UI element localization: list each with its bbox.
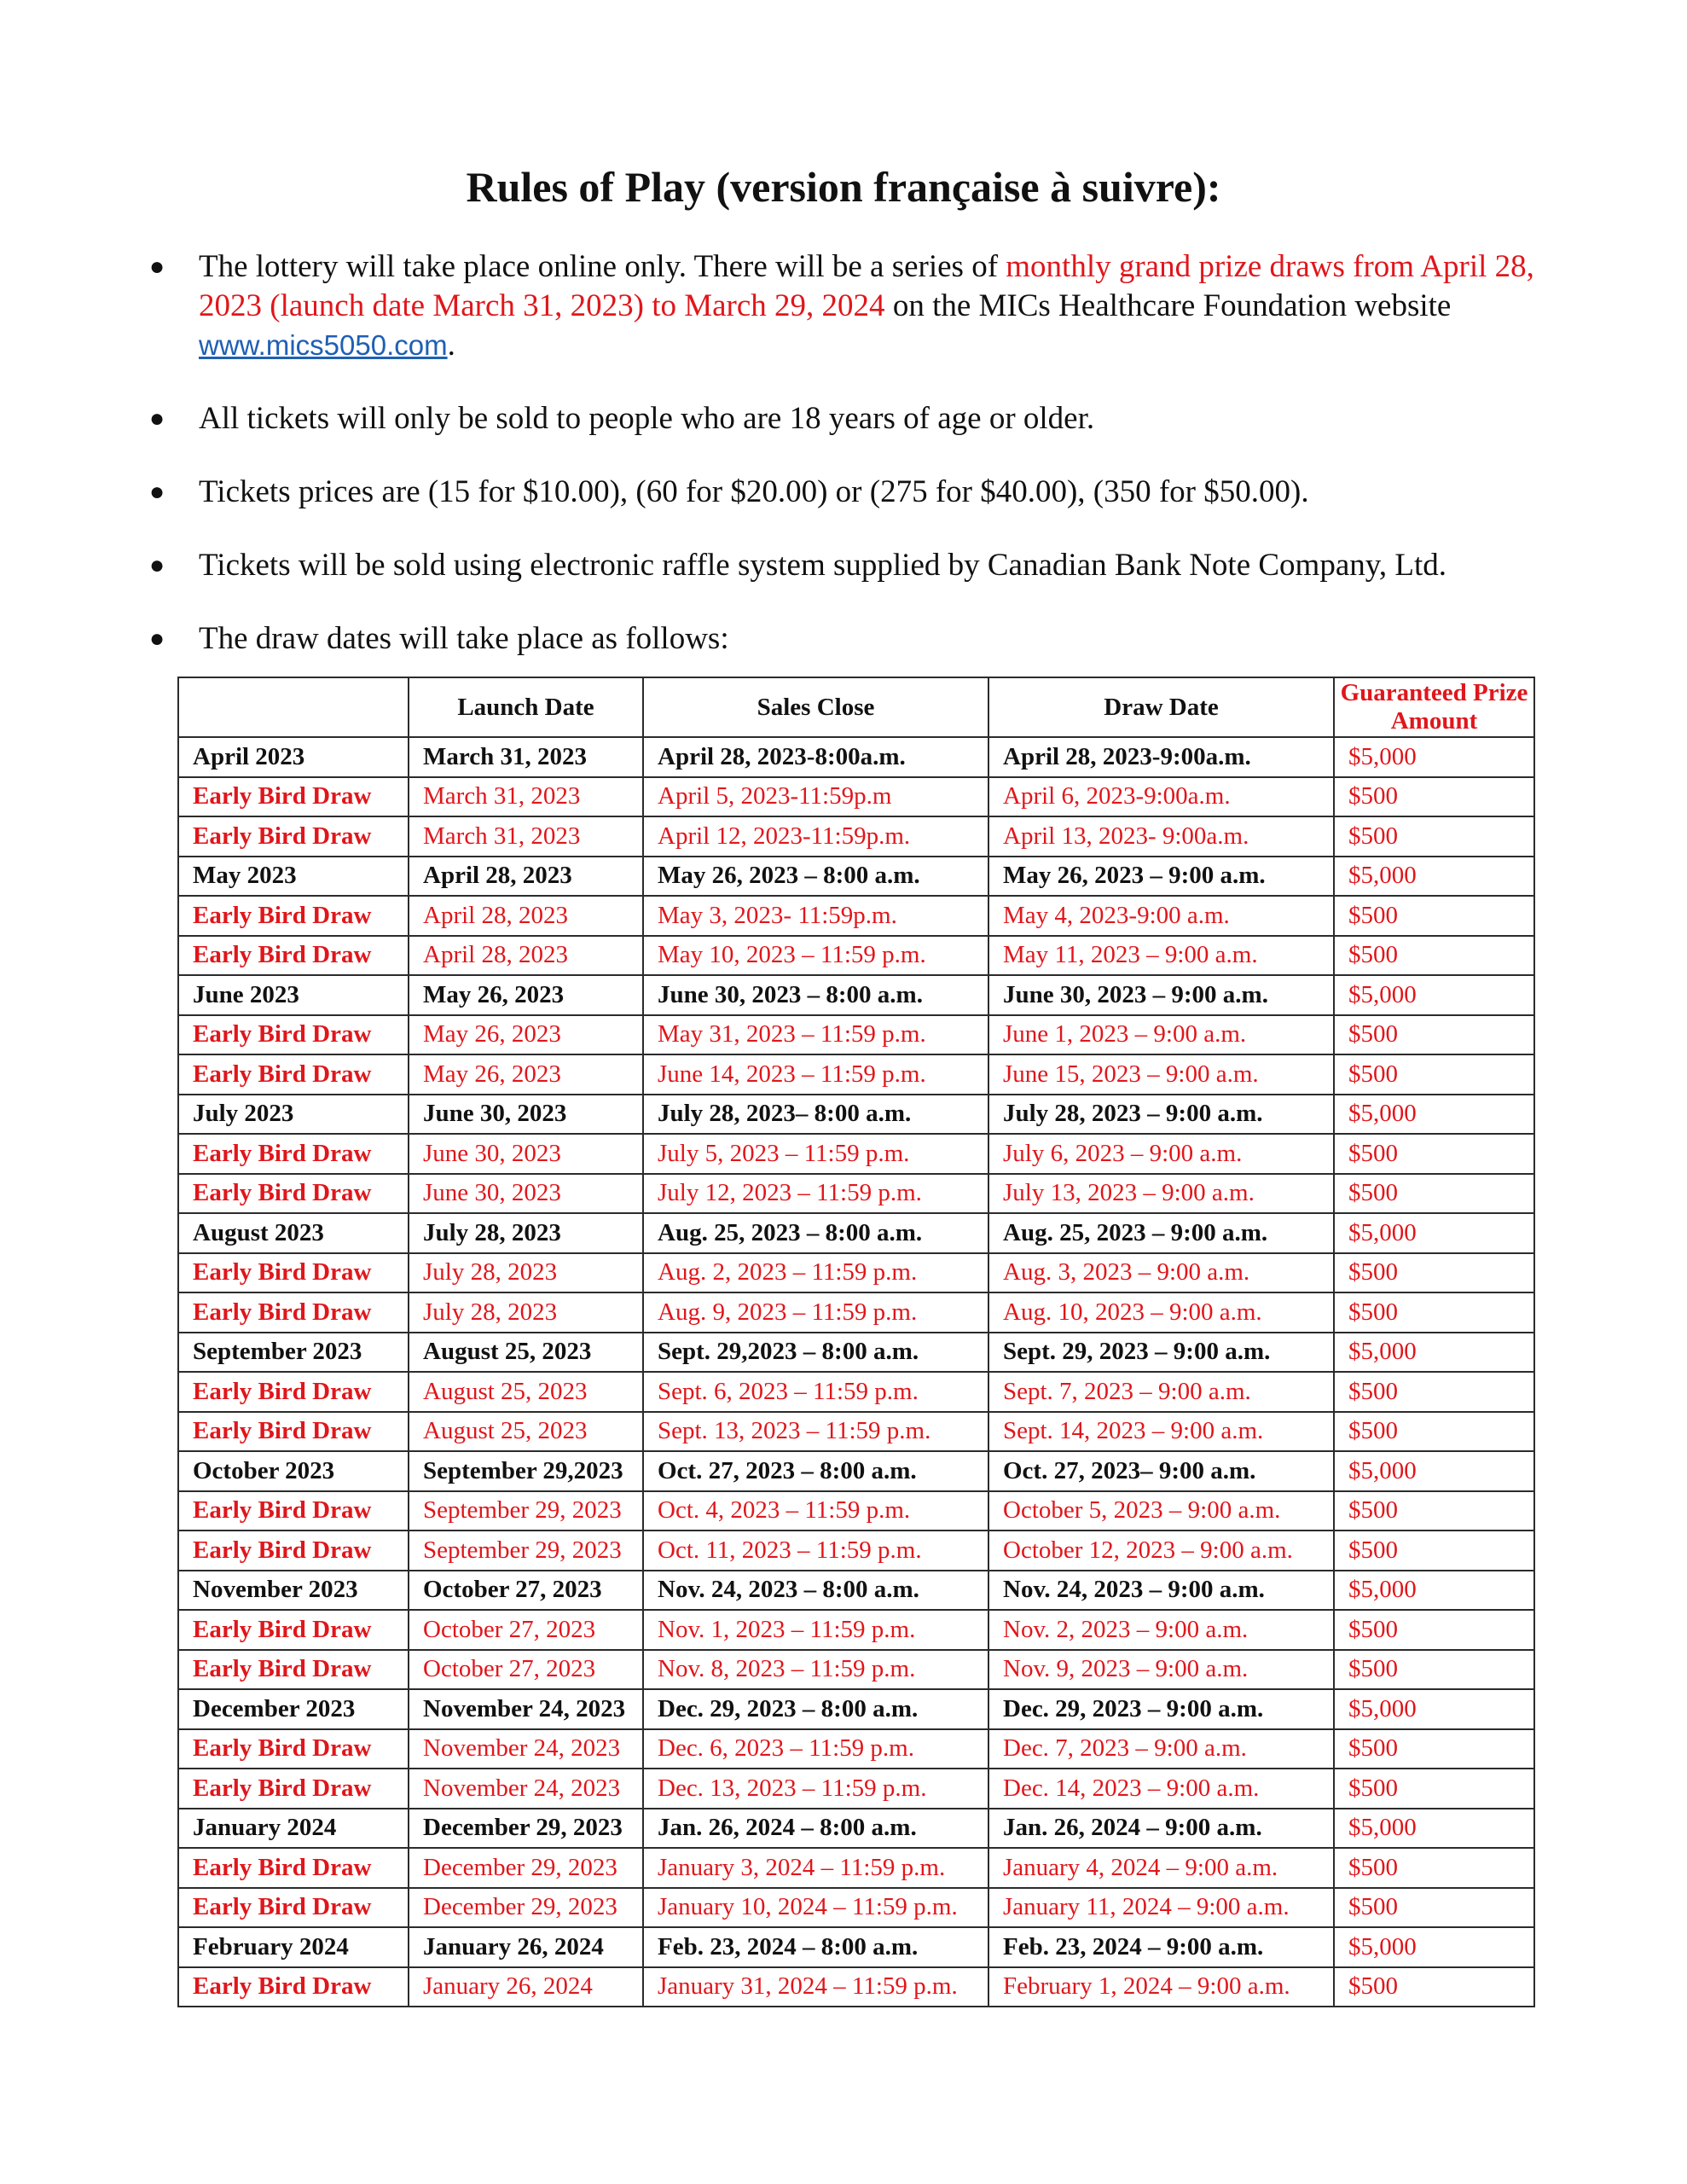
prize-amount-cell: $5,000	[1334, 1333, 1534, 1373]
launch-date-cell: March 31, 2023	[409, 777, 643, 817]
prize-amount-cell: $500	[1334, 1253, 1534, 1293]
sales-close-cell: Oct. 11, 2023 – 11:59 p.m.	[643, 1531, 988, 1571]
sales-close-cell: July 5, 2023 – 11:59 p.m.	[643, 1134, 988, 1174]
prize-amount-cell: $5,000	[1334, 1689, 1534, 1729]
draw-date-cell: Aug. 3, 2023 – 9:00 a.m.	[988, 1253, 1334, 1293]
launch-date-cell: December 29, 2023	[409, 1888, 643, 1928]
bullet-icon: ●	[149, 253, 165, 281]
table-row	[178, 1650, 1534, 1690]
draw-name-cell: Early Bird Draw	[178, 1650, 409, 1690]
draw-date-cell: April 28, 2023-9:00a.m.	[988, 737, 1334, 777]
draw-date-cell: Oct. 27, 2023– 9:00 a.m.	[988, 1451, 1334, 1491]
table-row	[178, 1412, 1534, 1452]
draw-date-cell: Feb. 23, 2024 – 9:00 a.m.	[988, 1927, 1334, 1967]
table-row	[178, 1927, 1534, 1967]
table-body	[178, 737, 1534, 2007]
draw-date-cell: July 13, 2023 – 9:00 a.m.	[988, 1174, 1334, 1214]
column-header-sales-close: Sales Close	[643, 677, 988, 737]
launch-date-cell: December 29, 2023	[409, 1848, 643, 1888]
prize-amount-cell: $500	[1334, 1848, 1534, 1888]
draw-name-cell: Early Bird Draw	[178, 1769, 409, 1809]
draw-name-cell: Early Bird Draw	[178, 1292, 409, 1333]
prize-amount-cell: $5,000	[1334, 975, 1534, 1015]
rule-item-online	[149, 247, 1548, 365]
launch-date-cell: October 27, 2023	[409, 1650, 643, 1690]
prize-amount-cell: $500	[1334, 1491, 1534, 1531]
table-row	[178, 1134, 1534, 1174]
prize-amount-cell: $500	[1334, 1174, 1534, 1214]
prize-amount-cell: $500	[1334, 816, 1534, 857]
launch-date-cell: June 30, 2023	[409, 1174, 643, 1214]
prize-amount-cell: $500	[1334, 1729, 1534, 1769]
draw-name-cell: December 2023	[178, 1689, 409, 1729]
launch-date-cell: April 28, 2023	[409, 857, 643, 897]
column-header	[178, 677, 409, 737]
draw-date-cell: Sept. 14, 2023 – 9:00 a.m.	[988, 1412, 1334, 1452]
launch-date-cell: September 29,2023	[409, 1451, 643, 1491]
sales-close-cell: January 10, 2024 – 11:59 p.m.	[643, 1888, 988, 1928]
draw-name-cell: July 2023	[178, 1095, 409, 1135]
draw-name-cell: February 2024	[178, 1927, 409, 1967]
launch-date-cell: April 28, 2023	[409, 936, 643, 976]
draw-name-cell: Early Bird Draw	[178, 1729, 409, 1769]
draw-date-cell: January 11, 2024 – 9:00 a.m.	[988, 1888, 1334, 1928]
sales-close-cell: Sept. 6, 2023 – 11:59 p.m.	[643, 1372, 988, 1412]
prize-amount-cell: $5,000	[1334, 1095, 1534, 1135]
prize-amount-cell: $500	[1334, 936, 1534, 976]
draw-date-cell: Nov. 24, 2023 – 9:00 a.m.	[988, 1571, 1334, 1611]
draw-date-cell: Dec. 14, 2023 – 9:00 a.m.	[988, 1769, 1334, 1809]
column-header-launch-date: Launch Date	[409, 677, 643, 737]
sales-close-cell: Sept. 29,2023 – 8:00 a.m.	[643, 1333, 988, 1373]
prize-amount-cell: $5,000	[1334, 737, 1534, 777]
draw-name-cell: Early Bird Draw	[178, 1174, 409, 1214]
sales-close-cell: May 26, 2023 – 8:00 a.m.	[643, 857, 988, 897]
bullet-icon: ●	[149, 478, 165, 506]
sales-close-cell: January 3, 2024 – 11:59 p.m.	[643, 1848, 988, 1888]
prize-amount-cell: $500	[1334, 896, 1534, 936]
sales-close-cell: April 28, 2023-8:00a.m.	[643, 737, 988, 777]
launch-date-cell: July 28, 2023	[409, 1292, 643, 1333]
table-row	[178, 1333, 1534, 1373]
page-title: Rules of Play (version française à suivre):	[466, 163, 1221, 211]
draw-date-cell: April 13, 2023- 9:00a.m.	[988, 816, 1334, 857]
rules-list	[149, 247, 1548, 693]
sales-close-cell: Dec. 13, 2023 – 11:59 p.m.	[643, 1769, 988, 1809]
launch-date-cell: July 28, 2023	[409, 1213, 643, 1253]
prize-amount-cell: $500	[1334, 1610, 1534, 1650]
draw-name-cell: Early Bird Draw	[178, 1412, 409, 1452]
prize-amount-cell: $5,000	[1334, 1213, 1534, 1253]
launch-date-cell: March 31, 2023	[409, 816, 643, 857]
launch-date-cell: January 26, 2024	[409, 1927, 643, 1967]
sales-close-cell: Nov. 1, 2023 – 11:59 p.m.	[643, 1610, 988, 1650]
table-row	[178, 1174, 1534, 1214]
draw-date-cell: June 30, 2023 – 9:00 a.m.	[988, 975, 1334, 1015]
draw-date-cell: Aug. 25, 2023 – 9:00 a.m.	[988, 1213, 1334, 1253]
rule-item-age	[149, 399, 1548, 439]
table-row	[178, 1292, 1534, 1333]
prize-amount-cell: $500	[1334, 1292, 1534, 1333]
table-row	[178, 816, 1534, 857]
sales-close-cell: Aug. 25, 2023 – 8:00 a.m.	[643, 1213, 988, 1253]
draw-date-cell: Dec. 29, 2023 – 9:00 a.m.	[988, 1689, 1334, 1729]
sales-close-cell: Jan. 26, 2024 – 8:00 a.m.	[643, 1809, 988, 1849]
sales-close-cell: May 3, 2023- 11:59p.m.	[643, 896, 988, 936]
launch-date-cell: April 28, 2023	[409, 896, 643, 936]
table-row	[178, 936, 1534, 976]
table-row	[178, 1054, 1534, 1095]
draw-name-cell: Early Bird Draw	[178, 816, 409, 857]
sales-close-cell: Feb. 23, 2024 – 8:00 a.m.	[643, 1927, 988, 1967]
table-row	[178, 857, 1534, 897]
launch-date-cell: September 29, 2023	[409, 1531, 643, 1571]
draw-name-cell: Early Bird Draw	[178, 1888, 409, 1928]
launch-date-cell: June 30, 2023	[409, 1095, 643, 1135]
launch-date-cell: July 28, 2023	[409, 1253, 643, 1293]
draw-date-cell: June 15, 2023 – 9:00 a.m.	[988, 1054, 1334, 1095]
table-row	[178, 1809, 1534, 1849]
draw-date-cell: Nov. 2, 2023 – 9:00 a.m.	[988, 1610, 1334, 1650]
draw-name-cell: Early Bird Draw	[178, 1610, 409, 1650]
table-row	[178, 1571, 1534, 1611]
prize-amount-cell: $5,000	[1334, 1451, 1534, 1491]
table-row	[178, 737, 1534, 777]
draw-date-cell: Sept. 7, 2023 – 9:00 a.m.	[988, 1372, 1334, 1412]
prize-amount-cell: $500	[1334, 1769, 1534, 1809]
sales-close-cell: Nov. 8, 2023 – 11:59 p.m.	[643, 1650, 988, 1690]
table-row	[178, 1689, 1534, 1729]
sales-close-cell: January 31, 2024 – 11:59 p.m.	[643, 1967, 988, 2007]
sales-close-cell: Aug. 9, 2023 – 11:59 p.m.	[643, 1292, 988, 1333]
draw-name-cell: Early Bird Draw	[178, 1253, 409, 1293]
table-row	[178, 975, 1534, 1015]
rule-item-system	[149, 546, 1548, 585]
sales-close-cell: Dec. 6, 2023 – 11:59 p.m.	[643, 1729, 988, 1769]
draw-date-cell: October 12, 2023 – 9:00 a.m.	[988, 1531, 1334, 1571]
draw-schedule-table	[177, 677, 1535, 2007]
draw-name-cell: Early Bird Draw	[178, 1531, 409, 1571]
table-row	[178, 896, 1534, 936]
prize-amount-cell: $500	[1334, 1650, 1534, 1690]
draw-name-cell: November 2023	[178, 1571, 409, 1611]
prize-amount-cell: $500	[1334, 1412, 1534, 1452]
draw-date-cell: Nov. 9, 2023 – 9:00 a.m.	[988, 1650, 1334, 1690]
bullet-icon: ●	[149, 404, 165, 433]
draw-name-cell: October 2023	[178, 1451, 409, 1491]
draw-name-cell: January 2024	[178, 1809, 409, 1849]
draw-date-cell: May 4, 2023-9:00 a.m.	[988, 896, 1334, 936]
table-row	[178, 1253, 1534, 1293]
rule-item-dates	[149, 619, 1548, 659]
launch-date-cell: June 30, 2023	[409, 1134, 643, 1174]
prize-amount-cell: $500	[1334, 1967, 1534, 2007]
draw-date-cell: Aug. 10, 2023 – 9:00 a.m.	[988, 1292, 1334, 1333]
draw-name-cell: Early Bird Draw	[178, 1015, 409, 1055]
draw-date-cell: Jan. 26, 2024 – 9:00 a.m.	[988, 1809, 1334, 1849]
table-row	[178, 1610, 1534, 1650]
sales-close-cell: April 5, 2023-11:59p.m	[643, 777, 988, 817]
sales-close-cell: Oct. 27, 2023 – 8:00 a.m.	[643, 1451, 988, 1491]
table-row	[178, 1729, 1534, 1769]
prize-amount-cell: $5,000	[1334, 1809, 1534, 1849]
draw-date-cell: January 4, 2024 – 9:00 a.m.	[988, 1848, 1334, 1888]
sales-close-cell: July 28, 2023– 8:00 a.m.	[643, 1095, 988, 1135]
draw-date-cell: February 1, 2024 – 9:00 a.m.	[988, 1967, 1334, 2007]
table-row	[178, 1451, 1534, 1491]
launch-date-cell: November 24, 2023	[409, 1769, 643, 1809]
rule-item-prices	[149, 473, 1548, 512]
launch-date-cell: January 26, 2024	[409, 1967, 643, 2007]
prize-amount-cell: $500	[1334, 1054, 1534, 1095]
sales-close-cell: May 31, 2023 – 11:59 p.m.	[643, 1015, 988, 1055]
launch-date-cell: September 29, 2023	[409, 1491, 643, 1531]
bullet-icon: ●	[149, 624, 165, 653]
launch-date-cell: August 25, 2023	[409, 1372, 643, 1412]
launch-date-cell: March 31, 2023	[409, 737, 643, 777]
launch-date-cell: October 27, 2023	[409, 1610, 643, 1650]
prize-amount-cell: $5,000	[1334, 1927, 1534, 1967]
rule-text: Tickets will be sold using electronic raffle system supplied by Canadian Bank Note Company, Ltd.	[199, 548, 1446, 583]
draw-date-cell: May 11, 2023 – 9:00 a.m.	[988, 936, 1334, 976]
table-row	[178, 1095, 1534, 1135]
table-row	[178, 1967, 1534, 2007]
prize-amount-cell: $500	[1334, 1015, 1534, 1055]
column-header-draw-date: Draw Date	[988, 677, 1334, 737]
website-link[interactable]: www.mics5050.com	[199, 329, 448, 361]
draw-name-cell: Early Bird Draw	[178, 1134, 409, 1174]
sales-close-cell: Nov. 24, 2023 – 8:00 a.m.	[643, 1571, 988, 1611]
draw-name-cell: April 2023	[178, 737, 409, 777]
draw-date-cell: June 1, 2023 – 9:00 a.m.	[988, 1015, 1334, 1055]
rule-text: on the MICs Healthcare Foundation website	[884, 288, 1452, 323]
table-row	[178, 777, 1534, 817]
table-row	[178, 1769, 1534, 1809]
launch-date-cell: August 25, 2023	[409, 1412, 643, 1452]
draw-date-cell: April 6, 2023-9:00a.m.	[988, 777, 1334, 817]
draw-name-cell: Early Bird Draw	[178, 1372, 409, 1412]
table-row	[178, 1213, 1534, 1253]
launch-date-cell: October 27, 2023	[409, 1571, 643, 1611]
launch-date-cell: November 24, 2023	[409, 1729, 643, 1769]
launch-date-cell: August 25, 2023	[409, 1333, 643, 1373]
prize-amount-cell: $5,000	[1334, 857, 1534, 897]
draw-name-cell: Early Bird Draw	[178, 1967, 409, 2007]
draw-name-cell: Early Bird Draw	[178, 896, 409, 936]
draw-name-cell: Early Bird Draw	[178, 1054, 409, 1095]
table-row	[178, 1848, 1534, 1888]
sales-close-cell: July 12, 2023 – 11:59 p.m.	[643, 1174, 988, 1214]
sales-close-cell: June 30, 2023 – 8:00 a.m.	[643, 975, 988, 1015]
table-row	[178, 1372, 1534, 1412]
launch-date-cell: December 29, 2023	[409, 1809, 643, 1849]
draw-date-cell: Dec. 7, 2023 – 9:00 a.m.	[988, 1729, 1334, 1769]
draw-name-cell: Early Bird Draw	[178, 1491, 409, 1531]
draw-name-cell: Early Bird Draw	[178, 1848, 409, 1888]
draw-name-cell: September 2023	[178, 1333, 409, 1373]
rule-text: The lottery will take place online only. There will be a series of	[199, 249, 1006, 284]
rule-text: Tickets prices are (15 for $10.00), (60 for $20.00) or (275 for $40.00), (350 for $50.00).	[199, 474, 1309, 509]
sales-close-cell: Sept. 13, 2023 – 11:59 p.m.	[643, 1412, 988, 1452]
table-row	[178, 1531, 1534, 1571]
sales-close-cell: June 14, 2023 – 11:59 p.m.	[643, 1054, 988, 1095]
launch-date-cell: May 26, 2023	[409, 1054, 643, 1095]
draw-date-cell: July 6, 2023 – 9:00 a.m.	[988, 1134, 1334, 1174]
launch-date-cell: May 26, 2023	[409, 1015, 643, 1055]
sales-close-cell: Dec. 29, 2023 – 8:00 a.m.	[643, 1689, 988, 1729]
draw-name-cell: June 2023	[178, 975, 409, 1015]
sales-close-cell: April 12, 2023-11:59p.m.	[643, 816, 988, 857]
draw-name-cell: May 2023	[178, 857, 409, 897]
rule-text: All tickets will only be sold to people who are 18 years of age or older.	[199, 401, 1095, 436]
draw-date-cell: July 28, 2023 – 9:00 a.m.	[988, 1095, 1334, 1135]
sales-close-cell: May 10, 2023 – 11:59 p.m.	[643, 936, 988, 976]
table-row	[178, 1015, 1534, 1055]
table-header-row	[178, 677, 1534, 737]
prize-amount-cell: $500	[1334, 1888, 1534, 1928]
prize-amount-cell: $500	[1334, 1372, 1534, 1412]
draw-date-cell: October 5, 2023 – 9:00 a.m.	[988, 1491, 1334, 1531]
rule-text: .	[447, 328, 455, 363]
launch-date-cell: May 26, 2023	[409, 975, 643, 1015]
column-header-prize-amount: Guaranteed Prize Amount	[1334, 677, 1534, 737]
rule-highlight: monthly grand prize draws from April 28, 2023 (launch date March 31, 2023) to March 29, 2024	[199, 249, 1534, 323]
table-row	[178, 1491, 1534, 1531]
sales-close-cell: Aug. 2, 2023 – 11:59 p.m.	[643, 1253, 988, 1293]
draw-name-cell: Early Bird Draw	[178, 936, 409, 976]
prize-amount-cell: $500	[1334, 1531, 1534, 1571]
prize-amount-cell: $500	[1334, 777, 1534, 817]
sales-close-cell: Oct. 4, 2023 – 11:59 p.m.	[643, 1491, 988, 1531]
draw-date-cell: May 26, 2023 – 9:00 a.m.	[988, 857, 1334, 897]
bullet-icon: ●	[149, 551, 165, 579]
draw-name-cell: Early Bird Draw	[178, 777, 409, 817]
prize-amount-cell: $5,000	[1334, 1571, 1534, 1611]
draw-date-cell: Sept. 29, 2023 – 9:00 a.m.	[988, 1333, 1334, 1373]
rule-text: The draw dates will take place as follows:	[199, 621, 729, 656]
draw-name-cell: August 2023	[178, 1213, 409, 1253]
prize-amount-cell: $500	[1334, 1134, 1534, 1174]
launch-date-cell: November 24, 2023	[409, 1689, 643, 1729]
table-row	[178, 1888, 1534, 1928]
